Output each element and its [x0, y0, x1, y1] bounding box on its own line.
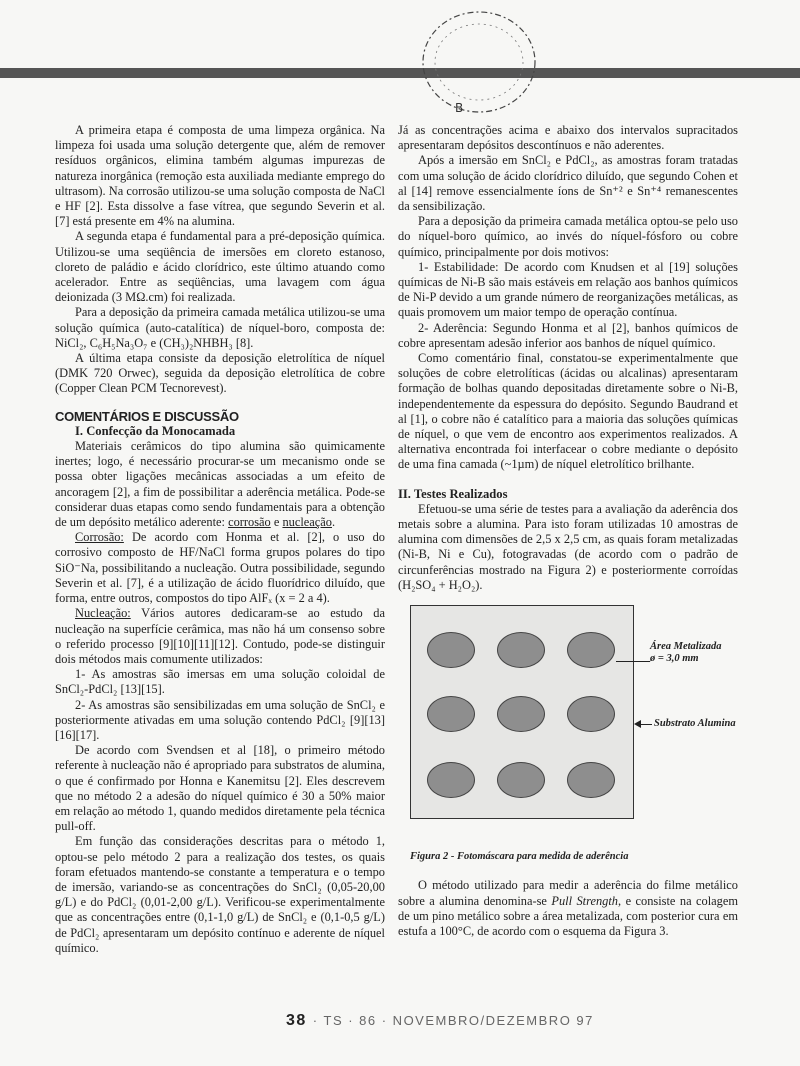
paragraph: Como comentário final, constatou-se experimentalmente que soluções de cobre eletrolíticas (ácidas ou alcalinas) apresentaram formação de bolhas quando depositadas diretamente sobre o Ni-B, independentemente da espessura do depósito. Segundo Baudrand et al [1], o cobre não é catalítico para a maioria das soluções químicas de níquel, o que vem de encontro aos experimentos realizados. A alternativa encontrada foi interfacear o cobre mediante o depósito de uma fina camada (~1µm) de níquel eletrolítico brilhante.	[398, 351, 738, 472]
paragraph: Efetuou-se uma série de testes para a avaliação da aderência dos metais sobre a alumina. Para isto foram utilizadas 10 amostras de alumina com dimensões de 2,5 x 2,5 cm, as quais foram metalizadas (Ni-B, Ni e Cu), fotogravadas (de acordo com o padrão de circunferências mostrado na Figura 2) e posteriormente corroídas (H₂SO₄ + H₂O₂).	[398, 501, 738, 592]
paragraph: A primeira etapa é composta de uma limpeza orgânica. Na limpeza foi usada uma solução detergente que, além de remover resíduos orgânicos, elimina também algumas impurezas de natureza inorgânica (remoção esta auxiliada mediante emprego do ultrasom). Na corrosão utilizou-se uma solução composta de NaCl e HF [2]. Esta dissolve a fase vítrea, que segundo Severin et al. [7] está presente em 4% na alumina.	[55, 123, 385, 229]
metallized-area	[567, 632, 615, 668]
metallized-area	[427, 632, 475, 668]
paragraph: 1- Estabilidade: De acordo com Knudsen et al [19] soluções químicas de Ni-B são mais estáveis em relação aos banhos químicos de Ni-P devido a um grande número de reorganizações metálicas, as quais promovem um maior tempo de operação contínua.	[398, 259, 738, 320]
paragraph: 2- As amostras são sensibilizadas em uma solução de SnCl₂ e posteriormente ativadas em uma solução contendo PdCl₂ [9][13][16][17].	[55, 697, 385, 742]
paragraph: 2- Aderência: Segundo Honma et al [2], banhos químicos de cobre apresentam adesão inferior aos banhos de níquel químico.	[398, 320, 738, 350]
callout-substrate: Substrato Alumina	[654, 718, 736, 730]
paragraph: 1- As amostras são imersas em uma solução coloidal de SnCl₂-PdCl₂ [13][15].	[55, 667, 385, 697]
paragraph: Para a deposição da primeira camada metálica optou-se pelo uso do níquel-boro químico, ao invés do níquel-fósforo ou cobre químico, principalmente por dois motivos:	[398, 214, 738, 259]
circular-stamp	[415, 8, 545, 120]
paragraph: De acordo com Svendsen et al [18], o primeiro método referente à nucleação não é apropriado para substratos de alumina, o que é confirmado por Honna e Kanemitsu [2]. Eles descrevem que no método 2 a adesão do níquel químico é 30 a 50% maior em relação ao método 1, quando medidos diretamente pela técnica pull-off.	[55, 743, 385, 834]
metallized-area	[497, 632, 545, 668]
left-column	[55, 123, 385, 956]
term-label: Corrosão:	[75, 530, 124, 545]
callout-line	[640, 724, 652, 725]
photomask-diagram	[410, 605, 634, 819]
subsection-title: I. Confecção da Monocamada	[75, 423, 236, 438]
paragraph: Nucleação: Vários autores dedicaram-se ao estudo da nucleação na superfície cerâmica, mas não há um consenso sobre o referido processo [9][10][11][12]. Contudo, pode-se distinguir dois métodos mais comumente utilizados:	[55, 606, 385, 666]
figure-caption: Figura 2 - Fotomáscara para medida de aderência	[410, 851, 629, 863]
metallized-area	[427, 762, 475, 798]
term-label: Nucleação:	[75, 606, 131, 621]
callout-line	[616, 661, 650, 662]
paragraph: Materiais cerâmicos do tipo alumina são quimicamente inertes; logo, é necessário procurar-se um mecanismo onde se possa obter ligações mecânicas associadas a um efeito de ancoragem [2], a fim de possibilitar a aderência metálica. Pode-se considerar duas etapas como sendo fundamentais para a obtenção de um depósito metálico aderente: corrosão e nucleação.	[55, 439, 385, 530]
page-footer	[286, 1012, 594, 1030]
metallized-area	[497, 696, 545, 732]
paragraph: Após a imersão em SnCl₂ e PdCl₂, as amostras foram tratadas com uma solução de ácido clorídrico diluído, que segundo Cohen et al [14] remove essencialmente íons de Sn⁺² e Sn⁺⁴ remanescentes da sensibilização.	[398, 153, 738, 214]
subsection-title: II. Testes Realizados	[398, 486, 508, 501]
paragraph: Em função das considerações descritas para o método 1, optou-se pelo método 2 para a realização dos testes, os quais foram efetuados mantendo-se constante a temperatura e o tempo de imersão, variando-se as concentrações do SnCl₂ (0,05-20,00 g/L) e do PdCl₂ (0,01-2,00 g/L). Verificou-se experimentalmente que as concentrações entre (0,1-1,0 g/L) de SnCl₂ e (0,1-0,5 g/L) de PdCl₂ apresentaram um depósito contínuo e aderente de níquel químico.	[55, 834, 385, 955]
paragraph: A segunda etapa é fundamental para a pré-deposição química. Utilizou-se uma seqüência de imersões em cloreto estanoso, cloreto de paládio e ácido clorídrico, este último atuando como acelerador. Entre as seqüências, uma lavagem com água deionizada (3 MΩ.cm) foi realizada.	[55, 229, 385, 305]
paragraph: Corrosão: De acordo com Honma et al. [2], o uso do corrosivo composto de HF/NaCl forma grupos polares do tipo SiO⁻Na, possibilitando a nucleação. Outra possibilidade, segundo Severin et al. [7], é a utilização de ácido fluorídrico diluído, que forma, entre outros, compostos do tipo AlFₓ (x = 2 a 4).	[55, 530, 385, 606]
callout-metallized-area: Área Metalizada ø = 3,0 mm	[650, 641, 722, 665]
term-corrosao: corrosão	[228, 515, 271, 530]
metallized-area	[427, 696, 475, 732]
svg-text:B: B	[455, 101, 464, 115]
metallized-area	[567, 696, 615, 732]
paragraph: Para a deposição da primeira camada metálica utilizou-se uma solução química (auto-catalítica) de níquel-boro, composta de: NiCl₂, C₆H₅Na₃O₇ e (CH₃)₂NHBH₃ [8].	[55, 305, 385, 350]
paragraph: A última etapa consiste da deposição eletrolítica de níquel (DMK 720 Orwec), seguida da deposição eletrolítica de cobre (Copper Clean PCM Tecnorevest).	[55, 351, 385, 396]
header-rule	[0, 68, 800, 78]
paragraph: Já as concentrações acima e abaixo dos intervalos supracitados apresentaram depósitos descontínuos e não aderentes.	[398, 123, 738, 153]
metallized-area	[567, 762, 615, 798]
section-title: COMENTÁRIOS E DISCUSSÃO	[55, 408, 239, 424]
issue-info: · TS · 86 · NOVEMBRO/DEZEMBRO 97	[312, 1013, 594, 1028]
figure-2	[398, 605, 738, 841]
page-number: 38	[286, 1012, 307, 1029]
metallized-area	[497, 762, 545, 798]
right-column	[398, 123, 738, 939]
paragraph: O método utilizado para medir a aderência do filme metálico sobre a alumina denomina-se Pull Strength, e consiste na colagem de um pino metálico sobre a área metalizada, com posterior cura em estufa a 100°C, de acordo com o esquema da Figura 3.	[398, 878, 739, 938]
term-nucleacao: nucleação	[282, 515, 332, 530]
